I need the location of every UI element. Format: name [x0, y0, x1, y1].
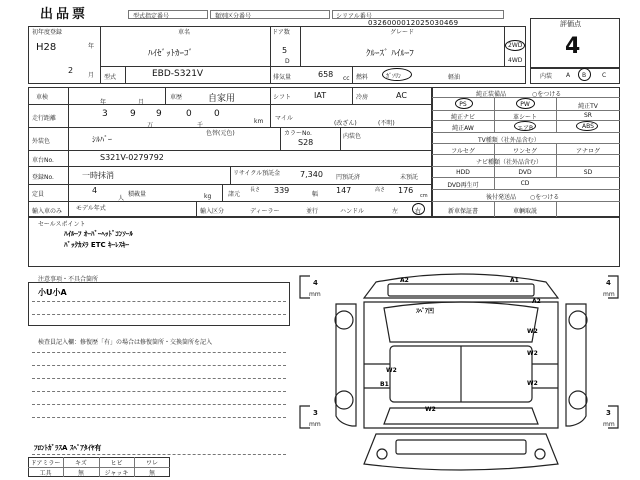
recycle-label: リサイクル預託金 [233, 170, 281, 177]
month-unit: 月 [88, 72, 95, 79]
inspection-month: 月 [138, 99, 145, 106]
bottom-label-3: ヒビ [110, 460, 123, 467]
caution-box [28, 282, 290, 326]
repair-label: 検査員記入欄：修復歴「有」の場合は修復箇所・交換箇所を記入 [38, 339, 213, 346]
mileage-digit-3: 9 [156, 109, 162, 119]
reg-label: 登録No. [32, 174, 54, 181]
bottom-label-1: ドアミラー [30, 460, 61, 467]
int-color-label: 内装色 [343, 133, 362, 140]
import-type-parallel: 並行 [306, 208, 319, 215]
vin-value: S321V-0279792 [100, 153, 164, 162]
model-value: EBD-S321V [152, 69, 204, 79]
mileage-digit-1: 3 [102, 109, 108, 119]
equip-tv: 純正TV [578, 103, 598, 110]
mileage-opt-unknown: (不明) [378, 120, 395, 127]
width-label: 幅 [312, 191, 319, 198]
mileage-digit-5: 0 [214, 109, 220, 119]
width-value: 147 [336, 186, 352, 195]
color-no-value: S28 [298, 138, 314, 147]
mileage-unit: km [254, 118, 264, 125]
doc-warranty: 新車保証書 [447, 208, 478, 215]
tire-tl-unit: mm [309, 291, 321, 298]
interior-grade-c: C [602, 72, 607, 79]
mileage-label: 走行距離 [32, 115, 57, 122]
equip-nav: 純正ナビ [450, 114, 475, 121]
nav-dvd: DVD [518, 169, 532, 176]
load-unit: kg [204, 193, 212, 200]
std-equipment-label: 純正装備品 [476, 91, 507, 98]
capacity-value: 4 [92, 186, 98, 195]
equip-ps: PS [459, 101, 467, 108]
score-label: 評価点 [560, 20, 581, 28]
grade-label: グレード [390, 29, 415, 36]
damage-mark-4: A2 [532, 298, 541, 305]
height-value: 176 [398, 186, 414, 195]
nav-cd: CD [520, 180, 530, 187]
recycle-deposited: 円預託済 [336, 174, 361, 181]
drive-4wd: 4WD [508, 57, 523, 64]
fuel-label: 燃料 [356, 74, 369, 81]
shift-label: シフト [273, 94, 292, 101]
import-type-label: 輸入区分 [200, 208, 225, 215]
vin-label: 車台No. [32, 157, 54, 164]
mileage-sen: 千 [197, 122, 204, 129]
first-reg-label: 初年度登録 [32, 29, 63, 36]
color-orig-label: 色替(元色) [206, 130, 235, 137]
displacement-unit: cc [343, 75, 350, 82]
era-year: H28 [36, 42, 57, 53]
interior-label: 内装 [540, 73, 553, 80]
reg-value: 一時抹消 [82, 171, 114, 180]
handle-label: ハンドル [340, 208, 365, 215]
recycle-not-deposited: 未預託 [400, 174, 419, 181]
use-value: 自家用 [208, 94, 236, 104]
doc-note: ○をつける [530, 194, 560, 201]
length-value: 339 [274, 186, 290, 195]
capacity-unit: 人 [118, 195, 125, 202]
displacement-value: 658 [318, 70, 334, 79]
nav-dvd-play: DVD再生可 [447, 182, 479, 189]
load-label: 積載量 [128, 191, 147, 198]
damage-mark-1: A2 [400, 277, 409, 284]
serial-number: 0326000012025030469 [368, 19, 459, 27]
tire-br-unit: mm [603, 421, 615, 428]
sales-points-label: セールスポイント [38, 221, 86, 228]
mileage-man: 万 [147, 122, 154, 129]
equip-airbag: エアB [516, 125, 534, 132]
caution-value: 小U小A [38, 288, 67, 297]
interior-grade-a: A [566, 72, 571, 79]
tire-bl-unit: mm [309, 421, 321, 428]
recycle-value: 7,340 [300, 170, 323, 179]
header-field-2-label: 類別区分番号 [215, 13, 252, 20]
tv-fullseg: フルセグ [451, 148, 475, 155]
equip-leather: 革シート [512, 114, 537, 121]
height-label: 高さ [375, 187, 386, 193]
month-value: 2 [68, 66, 74, 75]
nav-sd: SD [583, 169, 593, 176]
bottom-value-4: 無 [148, 470, 155, 477]
year-unit: 年 [88, 43, 95, 50]
ac-label: 冷房 [356, 94, 369, 101]
import-type-dealer: ディーラー [250, 208, 280, 215]
damage-mark-3: ｽﾍﾟｱ凹 [416, 308, 435, 315]
car-history-label: 車検 [36, 94, 49, 101]
equip-abs: ABS [582, 123, 594, 130]
model-year-label: モデル年式 [76, 205, 106, 212]
nav-hdd: HDD [456, 169, 470, 176]
doors-sub: D [285, 58, 290, 65]
mileage-digit-4: 0 [186, 109, 192, 119]
drive-2wd: 2WD [508, 42, 523, 49]
doc-manual: 車輌取説 [512, 208, 537, 215]
bottom-value-2: 無 [77, 470, 84, 477]
tire-tl: 4 [313, 279, 318, 287]
score-value: 4 [565, 34, 581, 59]
sales-points-line-1: ﾊｲﾙｰﾌ ｵｰﾊﾞｰﾍｯﾄﾞｺﾝｿｰﾙ [64, 230, 133, 238]
header-field-3-label: シリアル番号 [336, 13, 372, 20]
nav-label: ナビ種類（社外品含む） [476, 159, 543, 166]
dims-label: 諸元 [228, 191, 241, 198]
grade-value: ｸﾙｰｽﾞ ﾊｲﾙｰﾌ [366, 49, 414, 59]
handle-right: 右 [415, 208, 422, 215]
dims-unit: cm [420, 193, 428, 199]
name-value: ﾊｲｾﾞｯﾄｶｰｺﾞ [148, 49, 194, 59]
damage-mark-10: W2 [425, 406, 436, 413]
fuel-alt: 軽油 [448, 74, 461, 81]
ac-value: AC [396, 91, 407, 100]
tv-label: TV種類（社外品含む） [478, 137, 540, 144]
use-label: 車歴 [170, 94, 183, 101]
shift-value: IAT [314, 91, 327, 100]
damage-mark-6: W2 [527, 350, 538, 357]
tire-tr: 4 [606, 279, 611, 287]
tire-bl: 3 [313, 409, 318, 417]
import-label: 輸入車のみ [32, 208, 63, 215]
mileage-digit-2: 9 [130, 109, 136, 119]
ext-color-label: 外装色 [32, 138, 51, 145]
fuel-value: ｶﾞｿﾘﾝ [386, 73, 402, 80]
header-field-1-label: 型式指定番号 [133, 13, 170, 20]
color-no-label: カラーNo. [284, 130, 312, 137]
bottom-label-4: ワレ [145, 460, 158, 467]
tire-br: 3 [606, 409, 611, 417]
car-diagram [296, 268, 626, 478]
bottom-value-3: ジャッキ [104, 470, 129, 477]
windshield-note: ﾌﾛﾝﾄｶﾞﾗｽA ｽﾍﾟｱﾀｲﾔ有 [34, 444, 102, 452]
damage-mark-7: B1 [380, 381, 389, 388]
length-label: 長さ [250, 187, 261, 193]
damage-mark-8: W2 [386, 367, 397, 374]
damage-mark-9: W2 [527, 380, 538, 387]
equip-sr: SR [584, 112, 592, 119]
doors-label: ドア数 [272, 29, 290, 36]
damage-mark-2: A1 [510, 277, 519, 284]
mileage-opt-mile: マイル [275, 115, 293, 122]
tv-analog: アナログ [575, 148, 600, 155]
sales-points-line-2: ﾊﾞｯｸｶﾒﾗ ETC ｷｰﾚｽｷｰ [64, 241, 130, 249]
inspection-year: 年 [100, 99, 107, 106]
ext-color-value: ｼﾙﾊﾞｰ [92, 135, 112, 144]
std-equipment-note: ○をつける [532, 91, 562, 98]
tv-oneseg: ワンセグ [512, 148, 537, 155]
interior-grade-b: B [582, 72, 587, 79]
bottom-value-1: 工具 [39, 470, 52, 477]
bottom-label-2: キズ [75, 460, 87, 467]
handle-left: 左 [392, 208, 399, 215]
damage-mark-5: W2 [527, 328, 538, 335]
displacement-label: 排気量 [273, 74, 292, 81]
tire-tr-unit: mm [603, 291, 615, 298]
form-title: 出品票 [40, 7, 89, 22]
doors-value: 5 [282, 46, 288, 55]
name-label: 車名 [178, 29, 191, 36]
doc-label: 後付発送品 [486, 194, 517, 201]
equip-aw: 純正AW [452, 125, 474, 132]
capacity-label: 定員 [32, 191, 45, 198]
model-label: 型式 [104, 74, 117, 81]
equip-pw: PW [520, 101, 530, 108]
caution-label: 注意事項・不具合箇所 [38, 276, 99, 283]
mileage-opt-tampered: (改ざん) [334, 120, 357, 127]
